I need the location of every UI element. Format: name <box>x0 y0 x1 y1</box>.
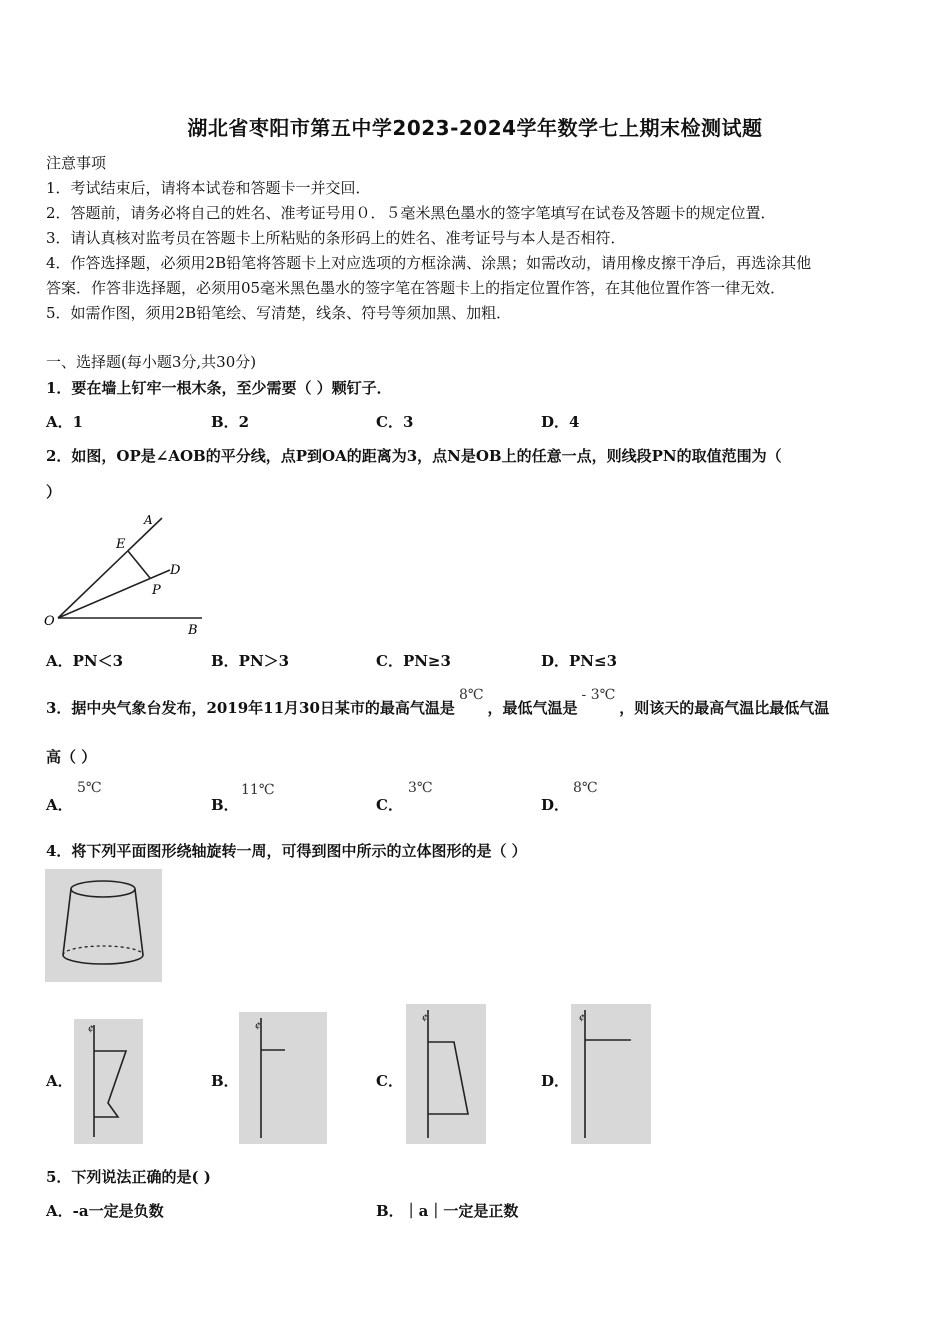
note-item: 4．作答选择题，必须用2B铅笔将答题卡上对应选项的方框涂满、涂黑；如需改动，请用橡皮擦干净后，再选涂其他 <box>46 254 812 272</box>
label-e: E <box>116 537 126 552</box>
q3-high-temp: 8℃ <box>458 687 484 703</box>
q3-option-d: D． <box>541 796 570 814</box>
q3-low-temp: - 3℃ <box>581 687 616 703</box>
svg-text:¢: ¢ <box>255 1021 261 1031</box>
q3-option-c-value: 3℃ <box>408 780 433 796</box>
q4-option-d-figure <box>571 1004 651 1144</box>
q3-option-c: C． <box>376 796 403 814</box>
q3-option-a-value: 5℃ <box>77 780 102 796</box>
q3-part3: ，则该天的最高气温比最低气温 <box>619 699 830 717</box>
frustum-figure <box>45 869 162 982</box>
label-d: D <box>170 563 181 578</box>
q5-option-a: A．-a一定是负数 <box>46 1202 164 1220</box>
q4-option-b: B． <box>211 1072 239 1090</box>
label-a: A <box>144 513 153 527</box>
q4-option-c: C． <box>376 1072 403 1090</box>
q2-option-b: B．PN＞3 <box>211 652 290 670</box>
label-b: B <box>188 623 198 638</box>
q1-option-c: C．3 <box>376 413 414 431</box>
q5-option-b: B．｜a｜一定是正数 <box>376 1202 519 1220</box>
ray-oa <box>58 518 162 618</box>
q3-option-b: B． <box>211 796 239 814</box>
question-2: 2．如图，OP是∠AOB的平分线，点P到OA的距离为3，点N是OB上的任意一点，则线段PN的取值范围为（ <box>46 447 782 465</box>
svg-text:¢: ¢ <box>88 1024 94 1034</box>
svg-text:¢: ¢ <box>579 1013 585 1023</box>
note-item: 1．考试结束后，请将本试卷和答题卡一并交回． <box>46 179 371 197</box>
q4-option-a-figure <box>74 1019 143 1144</box>
page-title: 湖北省枣阳市第五中学2023-2024学年数学七上期末检测试题 <box>187 116 763 140</box>
q4-option-b-figure <box>239 1012 327 1144</box>
notes-heading: 注意事项 <box>46 154 107 172</box>
q4-option-d: D． <box>541 1072 570 1090</box>
q2-option-c: C．PN≥3 <box>376 652 451 670</box>
q2-option-a: A．PN＜3 <box>46 652 124 670</box>
question-3-line2: 高（ ） <box>46 748 97 766</box>
q1-option-d: D．4 <box>541 413 580 431</box>
q1-option-b: B．2 <box>211 413 250 431</box>
segment-pe <box>128 551 150 578</box>
label-p: P <box>152 583 161 598</box>
q4-option-a: A． <box>46 1072 73 1090</box>
q2-option-d: D．PN≤3 <box>541 652 618 670</box>
q3-option-a: A． <box>46 796 73 814</box>
note-item: 2．答题前，请务必将自己的姓名、准考证号用０．５毫米黑色墨水的签字笔填写在试卷及答题卡的规定位置． <box>46 204 776 222</box>
q3-option-d-value: 8℃ <box>573 780 598 796</box>
note-item: 3．请认真核对监考员在答题卡上所粘贴的条形码上的姓名、准考证号与本人是否相符． <box>46 229 626 247</box>
q3-option-b-value: 11℃ <box>241 782 275 798</box>
q3-part2: ，最低气温是 <box>487 699 578 717</box>
question-4: 4．将下列平面图形绕轴旋转一周，可得到图中所示的立体图形的是（ ） <box>46 842 527 860</box>
q4-option-c-figure <box>406 1004 486 1144</box>
question-1: 1．要在墙上钉牢一根木条，至少需要（ ）颗钉子． <box>46 379 392 397</box>
q3-part1: 3．据中央气象台发布，2019年11月30日某市的最高气温是 <box>46 699 455 717</box>
question-5: 5．下列说法正确的是( ) <box>46 1168 211 1186</box>
label-o: O <box>44 614 55 629</box>
svg-text:¢: ¢ <box>422 1013 428 1023</box>
section-heading: 一、选择题(每小题3分,共30分) <box>46 353 257 371</box>
q1-option-a: A．1 <box>46 413 84 431</box>
angle-bisector-figure <box>40 508 210 643</box>
note-item: 答案．作答非选择题，必须用05毫米黑色墨水的签字笔在答题卡上的指定位置作答，在其他位置作答一律无效． <box>46 279 786 297</box>
note-item: 5．如需作图，须用2B铅笔绘、写清楚，线条、符号等须加黑、加粗． <box>46 304 512 322</box>
question-2-line2: ） <box>46 483 62 501</box>
question-3 <box>46 687 830 718</box>
